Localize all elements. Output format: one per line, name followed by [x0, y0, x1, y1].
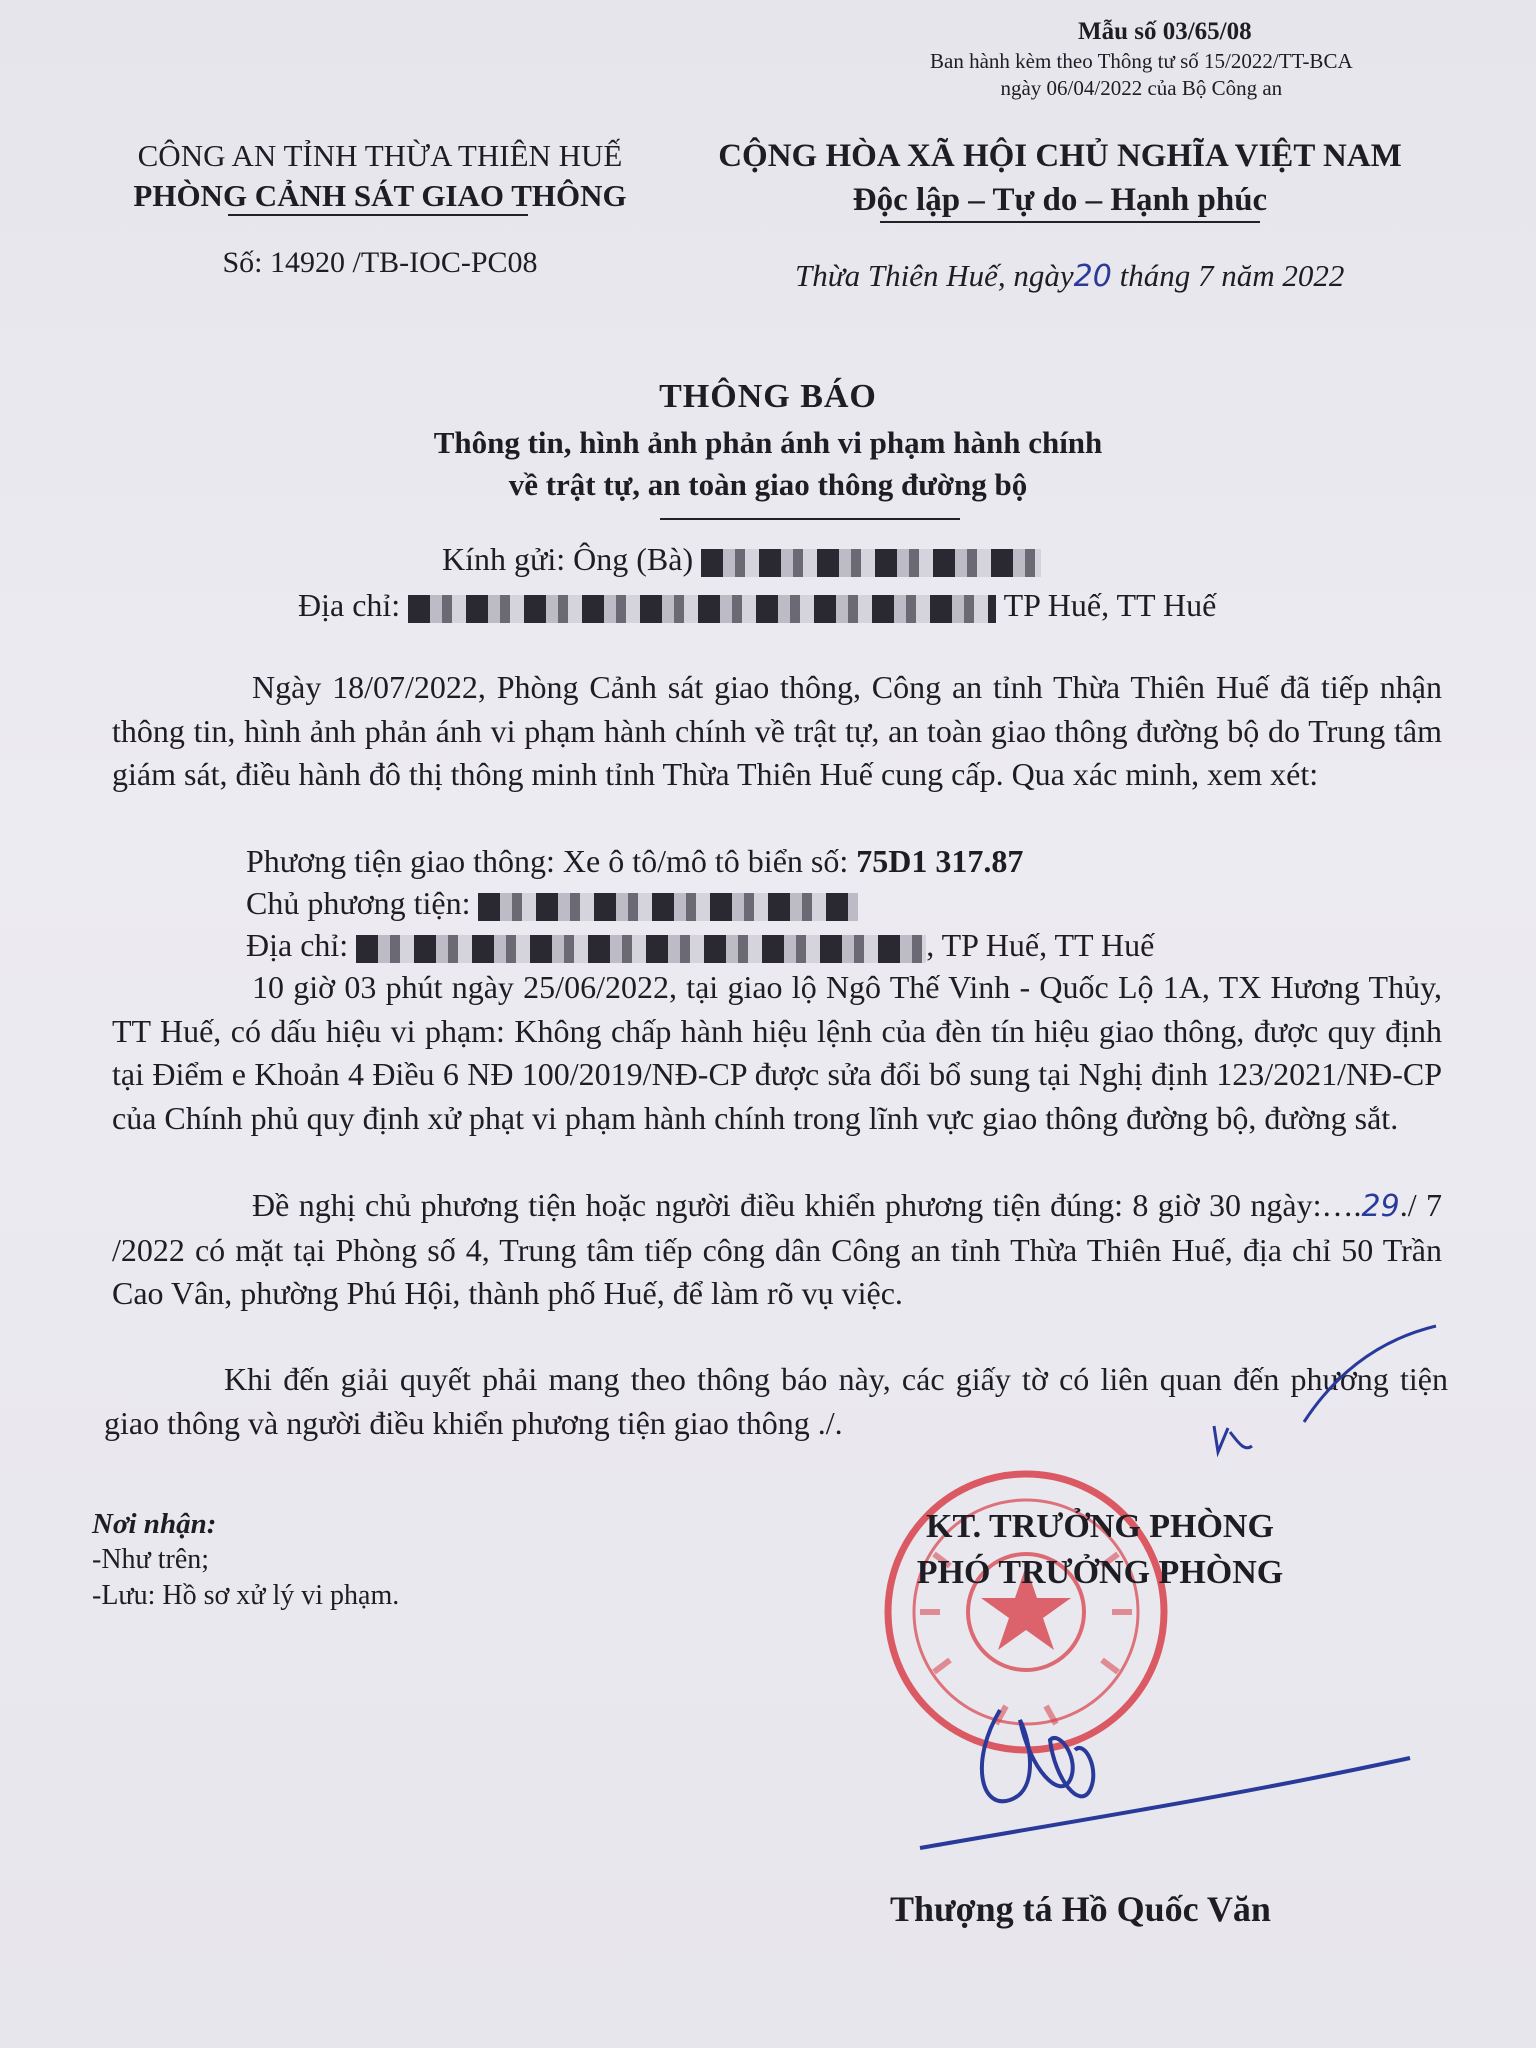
- signer-name: Thượng tá Hồ Quốc Văn: [890, 1889, 1271, 1929]
- owner-line: [246, 882, 858, 924]
- handwritten-signature-icon: [880, 1680, 1420, 1860]
- recipient-address-suffix: TP Huế, TT Huế: [996, 587, 1217, 623]
- initial-mark-icon: [1208, 1412, 1258, 1462]
- recipients-item-2: -Lưu: Hồ sơ xử lý vi phạm.: [92, 1580, 400, 1611]
- subtitle-line-2: về trật tự, an toàn giao thông đường bộ: [508, 467, 1028, 502]
- date-day-handwritten: 20: [1073, 259, 1112, 294]
- form-number: Mẫu số 03/65/08: [1078, 18, 1252, 45]
- redacted-owner-name: [478, 893, 858, 921]
- recipients-label: Nơi nhận:: [92, 1508, 217, 1540]
- agency-underline: [228, 214, 528, 216]
- redacted-recipient-address: [408, 595, 996, 623]
- paragraph-intake-text: Ngày 18/07/2022, Phòng Cảnh sát giao thông, Công an tỉnh Thừa Thiên Huế đã tiếp nhận thông tin, hình ảnh phản ánh vi phạm hành chính về trật tự, an toàn giao thông đường bộ do Trung tâm giám sát, điều hành đô thị thông minh tỉnh Thừa Thiên Huế cung cấp. Qua xác minh, xem xét:: [112, 669, 1442, 792]
- summons-text-a: Đề nghị chủ phương tiện hoặc người điều khiển phương tiện đúng: 8 giờ 30 ngày:….: [252, 1187, 1362, 1223]
- state-name: CỘNG HÒA XÃ HỘI CHỦ NGHĨA VIỆT NAM: [718, 138, 1402, 174]
- motto-underline: [880, 221, 1260, 223]
- title-underline: [660, 518, 960, 520]
- agency-header: [100, 136, 660, 216]
- date-month: 7: [1197, 258, 1214, 293]
- recipients-item-1: -Như trên;: [92, 1544, 210, 1575]
- agency-department: PHÒNG CẢNH SÁT GIAO THÔNG: [133, 178, 627, 213]
- recipient-label: Kính gửi: Ông (Bà): [442, 541, 702, 577]
- paragraph-violation: [112, 966, 1442, 1140]
- redacted-owner-address: [356, 935, 926, 963]
- owner-label: Chủ phương tiện:: [246, 885, 479, 921]
- recipient-line: [442, 538, 1041, 580]
- paragraph-summons: [112, 1184, 1442, 1316]
- date-year: năm 2022: [1213, 258, 1345, 293]
- state-motto: Độc lập – Tự do – Hạnh phúc: [852, 182, 1268, 218]
- owner-address-line: [246, 924, 1154, 966]
- pen-stroke-mark-icon: [1300, 1322, 1440, 1432]
- issue-date: [795, 258, 1344, 294]
- form-issued-line-1: Ban hành kèm theo Thông tư số 15/2022/TT-BCA: [930, 49, 1353, 73]
- agency-parent: CÔNG AN TỈNH THỪA THIÊN HUẾ: [137, 138, 623, 173]
- signatory-title: [860, 1504, 1340, 1596]
- state-header: [680, 134, 1440, 222]
- notice-title: THÔNG BÁO: [659, 378, 877, 415]
- paragraph-documents-text: Khi đến giải quyết phải mang theo thông báo này, các giấy tờ có liên quan đến phương tiện giao thông và người điều khiển phương tiện giao thông ./.: [104, 1361, 1448, 1441]
- vehicle-label: Phương tiện giao thông: Xe ô tô/mô tô biển số:: [246, 843, 857, 879]
- date-prefix: Thừa Thiên Huế, ngày: [795, 258, 1074, 293]
- recipient-address-line: [298, 584, 1216, 626]
- document-number: Số: 14920 /TB-IOC-PC08: [222, 246, 538, 279]
- form-issued-line-2: ngày 06/04/2022 của Bộ Công an: [1000, 76, 1283, 100]
- summons-day-handwritten: 29: [1361, 1189, 1400, 1224]
- signatory-title-line-1: KT. TRƯỞNG PHÒNG: [926, 1508, 1274, 1545]
- license-plate: 75D1 317.87: [856, 843, 1024, 879]
- paragraph-violation-text: 10 giờ 03 phút ngày 25/06/2022, tại giao lộ Ngô Thế Vinh - Quốc Lộ 1A, TX Hương Thủy, TT Huế, có dấu hiệu vi phạm: Không chấp hành hiệu lệnh của đèn tín hiệu giao thông, được quy định tại Điểm e Khoản 4 Điều 6 NĐ 100/2019/NĐ-CP được sửa đổi bổ sung tại Nghị định 123/2021/NĐ-CP của Chính phủ quy định xử phạt vi phạm hành chính trong lĩnh vực giao thông đường bộ, đường sắt.: [112, 969, 1442, 1136]
- owner-address-label: Địa chỉ:: [246, 927, 357, 963]
- redacted-recipient-name: [701, 549, 1041, 577]
- recipient-address-label: Địa chỉ:: [298, 587, 409, 623]
- date-month-label: tháng: [1111, 258, 1198, 293]
- summons-text-b: ./ 7 /2022 có mặt tại Phòng số 4, Trung tâm tiếp công dân Công an tỉnh Thừa Thiên Huế, địa chỉ 50 Trần Cao Vân, phường Phú Hội, thành phố Huế, để làm rõ vụ việc.: [112, 1187, 1443, 1311]
- notice-subtitle: [0, 422, 1536, 506]
- form-issuance-reference: [930, 48, 1353, 102]
- recipients-block: [92, 1506, 399, 1614]
- owner-address-suffix: , TP Huế, TT Huế: [926, 927, 1155, 963]
- paragraph-intake: [112, 666, 1442, 797]
- vehicle-line: [246, 840, 1023, 882]
- signatory-title-line-2: PHÓ TRƯỞNG PHÒNG: [916, 1554, 1284, 1591]
- subtitle-line-1: Thông tin, hình ảnh phản ánh vi phạm hành chính: [433, 425, 1103, 460]
